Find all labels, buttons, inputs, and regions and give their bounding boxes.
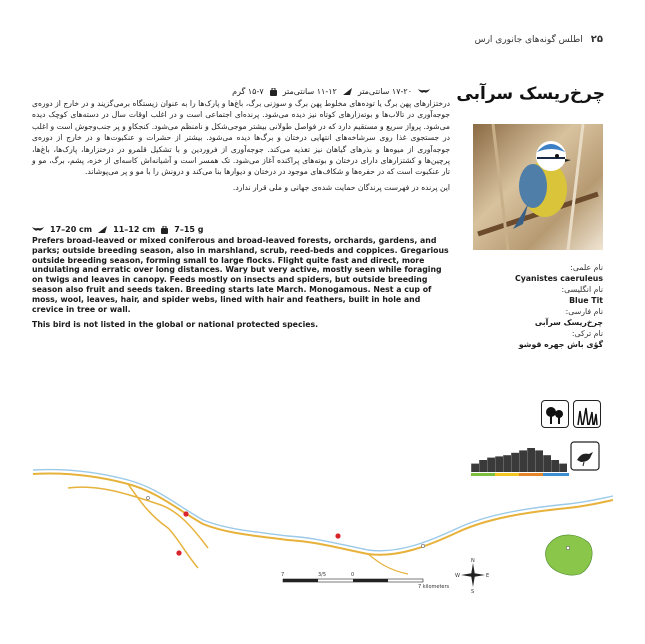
compass-rose-icon bbox=[455, 558, 489, 595]
measurements-en bbox=[32, 225, 204, 234]
description-en-paragraph: Prefers broad-leaved or mixed coniferous and broad-leaved forests, orchards, gardens, and parks; outside breeding season, also in marshland, scrub, reed-beds and coppices. Gregarious outside breeding season, forming small to large flocks. Flight quite fast and direct, more undulating and erratic over long distances. Wary but very active, mostly seen while foraging on twigs and leaves in canopy. Feeds mostly on insects and spiders, but outside breeding season also fruit and seeds taken. Breeding starts late March. Monogamous. Nest a cup of moss, wool, leaves, hair, and spider webs, lined with hair and feathers, built in hole and crevice in tree or wall. bbox=[32, 236, 449, 314]
city-marker bbox=[183, 511, 188, 516]
road-branch-2 bbox=[128, 484, 198, 568]
length-en: 17–20 cm bbox=[50, 225, 93, 234]
distribution-map bbox=[28, 458, 618, 608]
persian-name-label: نام فارسی: bbox=[565, 307, 603, 316]
weight-en: 7–15 g bbox=[174, 225, 204, 234]
species-photo bbox=[473, 124, 603, 250]
description-fa-paragraph: درختزارهای پهن برگ یا توده‌های مخلوط پهن برگ و سوزنی برگ، باغ‌ها و پارک‌ها را به عنوان زیستگاه برمی‌گزیند و در خارج از دوره‌ی جوجه‌آوری در تالاب‌ها و بوته‌زارهای کوتاه نیز دیده می‌شود. پرنده‌ای اجتماعی است و در اغلب اوقات سال در دسته‌های کوچک دیده می‌شود. پرواز سریع و مستقیم دارد که در فواصل طولانی بیشتر موجی‌شکل و نامنظم می‌شود. کنجکاو و پر جنب‌وجوش است و اغلب در جستجوی غذا روی سرشاخه‌های انتهایی درختان و برگ‌ها دیده می‌شود. بیشتر از حشرات و عنکبوت‌ها و در خارج از دوره‌ی جوجه‌آوری از میوه‌ها و بذرهای گیاهان نیز تغذیه می‌کند. جوجه‌آوری از فروردین و با تشکیل قلمرو در درختزارها، پارک‌ها، باغ‌ها، پرچین‌ها و کشتزارهای دارای درختان و بوته‌های پراکنده آغاز می‌شود. تک همسر است و آشیانه‌اش کاسه‌ای از خزه، پشم، برگ، مو و تار عنکبوت است که در حفره‌ها و شکاف‌های موجود در درختان و دیوارها بنا می‌کند و درونش را با مو و پر می‌پوشاند. bbox=[32, 99, 450, 177]
turkish-name-value: گؤی باش جهره قوشو bbox=[518, 340, 603, 349]
wingspan-icon bbox=[418, 88, 430, 95]
description-en bbox=[32, 236, 450, 336]
forest-habitat-icon bbox=[541, 400, 569, 428]
persian-name-value: چرخ‌ریسک سرآبی bbox=[534, 318, 603, 327]
city-marker bbox=[335, 533, 340, 538]
wingspan-icon bbox=[32, 226, 44, 233]
page-number: ۲۵ bbox=[590, 34, 603, 45]
english-name-label: نام انگلیسی: bbox=[561, 285, 603, 294]
weight-icon bbox=[161, 226, 168, 234]
wing-icon bbox=[98, 226, 107, 233]
blue-tit-illustration bbox=[473, 124, 603, 250]
compass-n: N bbox=[471, 558, 475, 564]
town-marker bbox=[566, 546, 570, 550]
protection-note-fa: این پرنده در فهرست پرندگان حمایت شده‌ی جهانی و ملی قرار ندارد. bbox=[232, 182, 450, 192]
town-marker bbox=[421, 544, 425, 548]
measurements-fa bbox=[232, 87, 430, 96]
scale-label-left: 7 bbox=[281, 572, 285, 578]
town-marker bbox=[146, 496, 149, 499]
book-title: اطلس گونه‌های جانوری ارس bbox=[474, 35, 583, 45]
description-fa bbox=[32, 98, 450, 197]
city-marker bbox=[176, 550, 181, 555]
compass-e: E bbox=[486, 573, 490, 579]
protection-note-en: This bird is not listed in the global or national protected species. bbox=[32, 320, 319, 330]
length-fa: ۱۷-۲۰ سانتی‌متر bbox=[357, 87, 412, 96]
road-branch-3 bbox=[368, 554, 408, 574]
scale-label-zero: 0 bbox=[351, 572, 355, 578]
wing-icon bbox=[343, 88, 352, 95]
compass-s: S bbox=[471, 589, 475, 595]
distribution-area bbox=[545, 535, 592, 575]
scientific-name-value: Cyanistes caeruleus bbox=[514, 274, 603, 283]
compass-w: W bbox=[455, 573, 460, 579]
scientific-name-label: نام علمی: bbox=[570, 263, 603, 272]
aras-map-svg bbox=[28, 458, 618, 608]
route-line bbox=[33, 473, 613, 554]
scale-label-km: 7 kilometers bbox=[418, 584, 450, 590]
habitat-icons bbox=[541, 400, 601, 428]
species-names bbox=[453, 262, 603, 350]
weight-icon bbox=[270, 88, 277, 96]
scale-label-mid: 3/5 bbox=[318, 572, 327, 578]
road-branch-1 bbox=[68, 487, 208, 548]
english-name-value: Blue Tit bbox=[569, 296, 603, 305]
wing-en: 11–12 cm bbox=[113, 225, 156, 234]
turkish-name-label: نام ترکی: bbox=[571, 329, 603, 338]
wing-fa: ۱۱-۱۲ سانتی‌متر bbox=[282, 87, 337, 96]
page-header bbox=[475, 34, 603, 45]
species-title-fa: چرخ‌ریسک سرآبی bbox=[456, 84, 605, 104]
grassland-habitat-icon bbox=[573, 400, 601, 428]
weight-fa: ۱۵-۷ گرم bbox=[232, 87, 264, 96]
